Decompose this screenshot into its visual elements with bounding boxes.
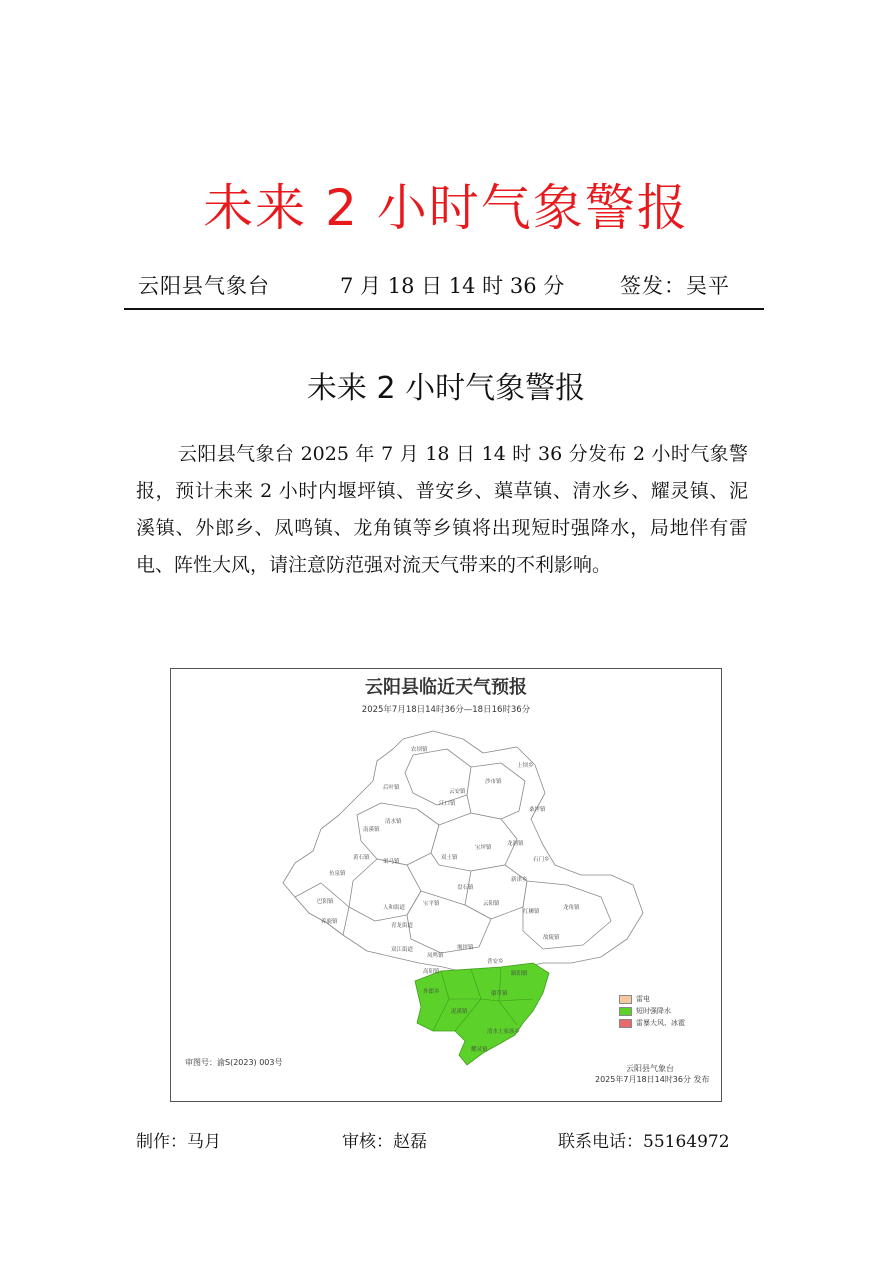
map-issuer: 云阳县气象台 (626, 1064, 674, 1073)
region-label: 云安镇 (449, 789, 466, 795)
forecast-map-figure (170, 668, 722, 1102)
map-time-range: 2025年7月18日14时36分—18日16时36分 (361, 705, 531, 715)
legend-swatch (619, 1019, 632, 1028)
legend-item-thunder (619, 993, 685, 1005)
region-label: 黄石镇 (353, 855, 370, 861)
legend-label: 短时强降水 (636, 1007, 671, 1015)
region-label: 宝坪镇 (475, 845, 492, 851)
region-label: 宝平镇 (423, 901, 440, 907)
map-title: 云阳县临近天气预报 (365, 677, 527, 698)
region-label: 江口镇 (439, 801, 456, 807)
footer-maker: 制作：马月 (136, 1132, 221, 1152)
bulletin-subtitle: 未来 2 小时气象警报 (306, 371, 586, 406)
region-label: 鱼泉镇 (329, 871, 346, 877)
region-label: 南溪镇 (363, 827, 380, 833)
legend-label: 雷暴大风、冰雹 (636, 1019, 685, 1027)
region-label: 上坝乡 (517, 763, 534, 769)
region-label: 云阳镇 (483, 901, 500, 907)
region-label: 人和街道 (383, 905, 406, 911)
legend-label: 雷电 (636, 995, 650, 1003)
header-divider (124, 308, 764, 310)
region-label: 高阳镇 (423, 969, 440, 975)
region-label: 双江街道 (391, 947, 414, 953)
map-issue-time: 2025年7月18日14时36分 发布 (595, 1075, 710, 1084)
region-label: 沙市镇 (485, 779, 502, 785)
region-label: 巴阳镇 (317, 899, 334, 905)
region-label: 盘石镇 (457, 885, 474, 891)
region-label: 新津乡 (511, 877, 528, 883)
region-label: 清水土家族乡 (487, 1029, 521, 1035)
region-label: 龙洞镇 (507, 841, 524, 847)
map-approval-number: 审图号：渝S(2023) 003号 (185, 1058, 283, 1067)
issue-time: 7 月 18 日 14 时 36 分 (340, 274, 565, 298)
region-label: 耀灵镇 (471, 1047, 488, 1053)
legend-swatch (619, 995, 632, 1004)
region-label: 龙角镇 (563, 905, 580, 911)
legend-item-heavy-rain (619, 1005, 685, 1017)
footer-phone: 联系电话：55164972 (558, 1132, 730, 1152)
region-label: 清水镇 (385, 819, 402, 825)
region-label: 泥溪镇 (451, 1009, 468, 1015)
document-title: 未来 2 小时气象警报 (203, 179, 689, 237)
region-label: 青龙街道 (391, 923, 414, 929)
region-label: 渠马镇 (383, 859, 400, 865)
region-label: 养鹿镇 (321, 919, 338, 925)
region-label: 桑坪镇 (529, 807, 546, 813)
map-legend (619, 993, 685, 1029)
footer-reviewer: 审核：赵磊 (342, 1132, 427, 1152)
bulletin-body: 云阳县气象台 2025 年 7 月 18 日 14 时 36 分发布 2 小时气象警报，预计未来 2 小时内堰坪镇、普安乡、蕖草镇、清水乡、耀灵镇、泥溪镇、外郎乡、凤鸣镇、龙角镇等乡镇将出现短时强降水，局地伴有雷电、阵性大风，请注意防范强对流天气带来的不利影响。 (136, 443, 748, 576)
region-label: 路阳镇 (511, 971, 528, 977)
region-label: 石门乡 (533, 857, 550, 863)
region-label: 红狮镇 (523, 909, 540, 915)
region-label: 普安乡 (487, 959, 504, 965)
county-map (171, 669, 722, 1102)
region-label: 后叶镇 (383, 785, 400, 791)
region-label: 蕖草镇 (491, 991, 508, 997)
issuer-name: 云阳县气象台 (138, 274, 270, 298)
region-label: 农坝镇 (411, 747, 428, 753)
region-label: 故陵镇 (543, 935, 560, 941)
signer: 签发：吴平 (620, 274, 730, 298)
region-label: 双土镇 (441, 855, 458, 861)
legend-swatch (619, 1007, 632, 1016)
region-label: 外郎乡 (423, 989, 440, 995)
legend-item-wind-hail (619, 1017, 685, 1029)
region-label: 堰坪镇 (457, 945, 474, 951)
region-label: 凤鸣镇 (427, 953, 444, 959)
